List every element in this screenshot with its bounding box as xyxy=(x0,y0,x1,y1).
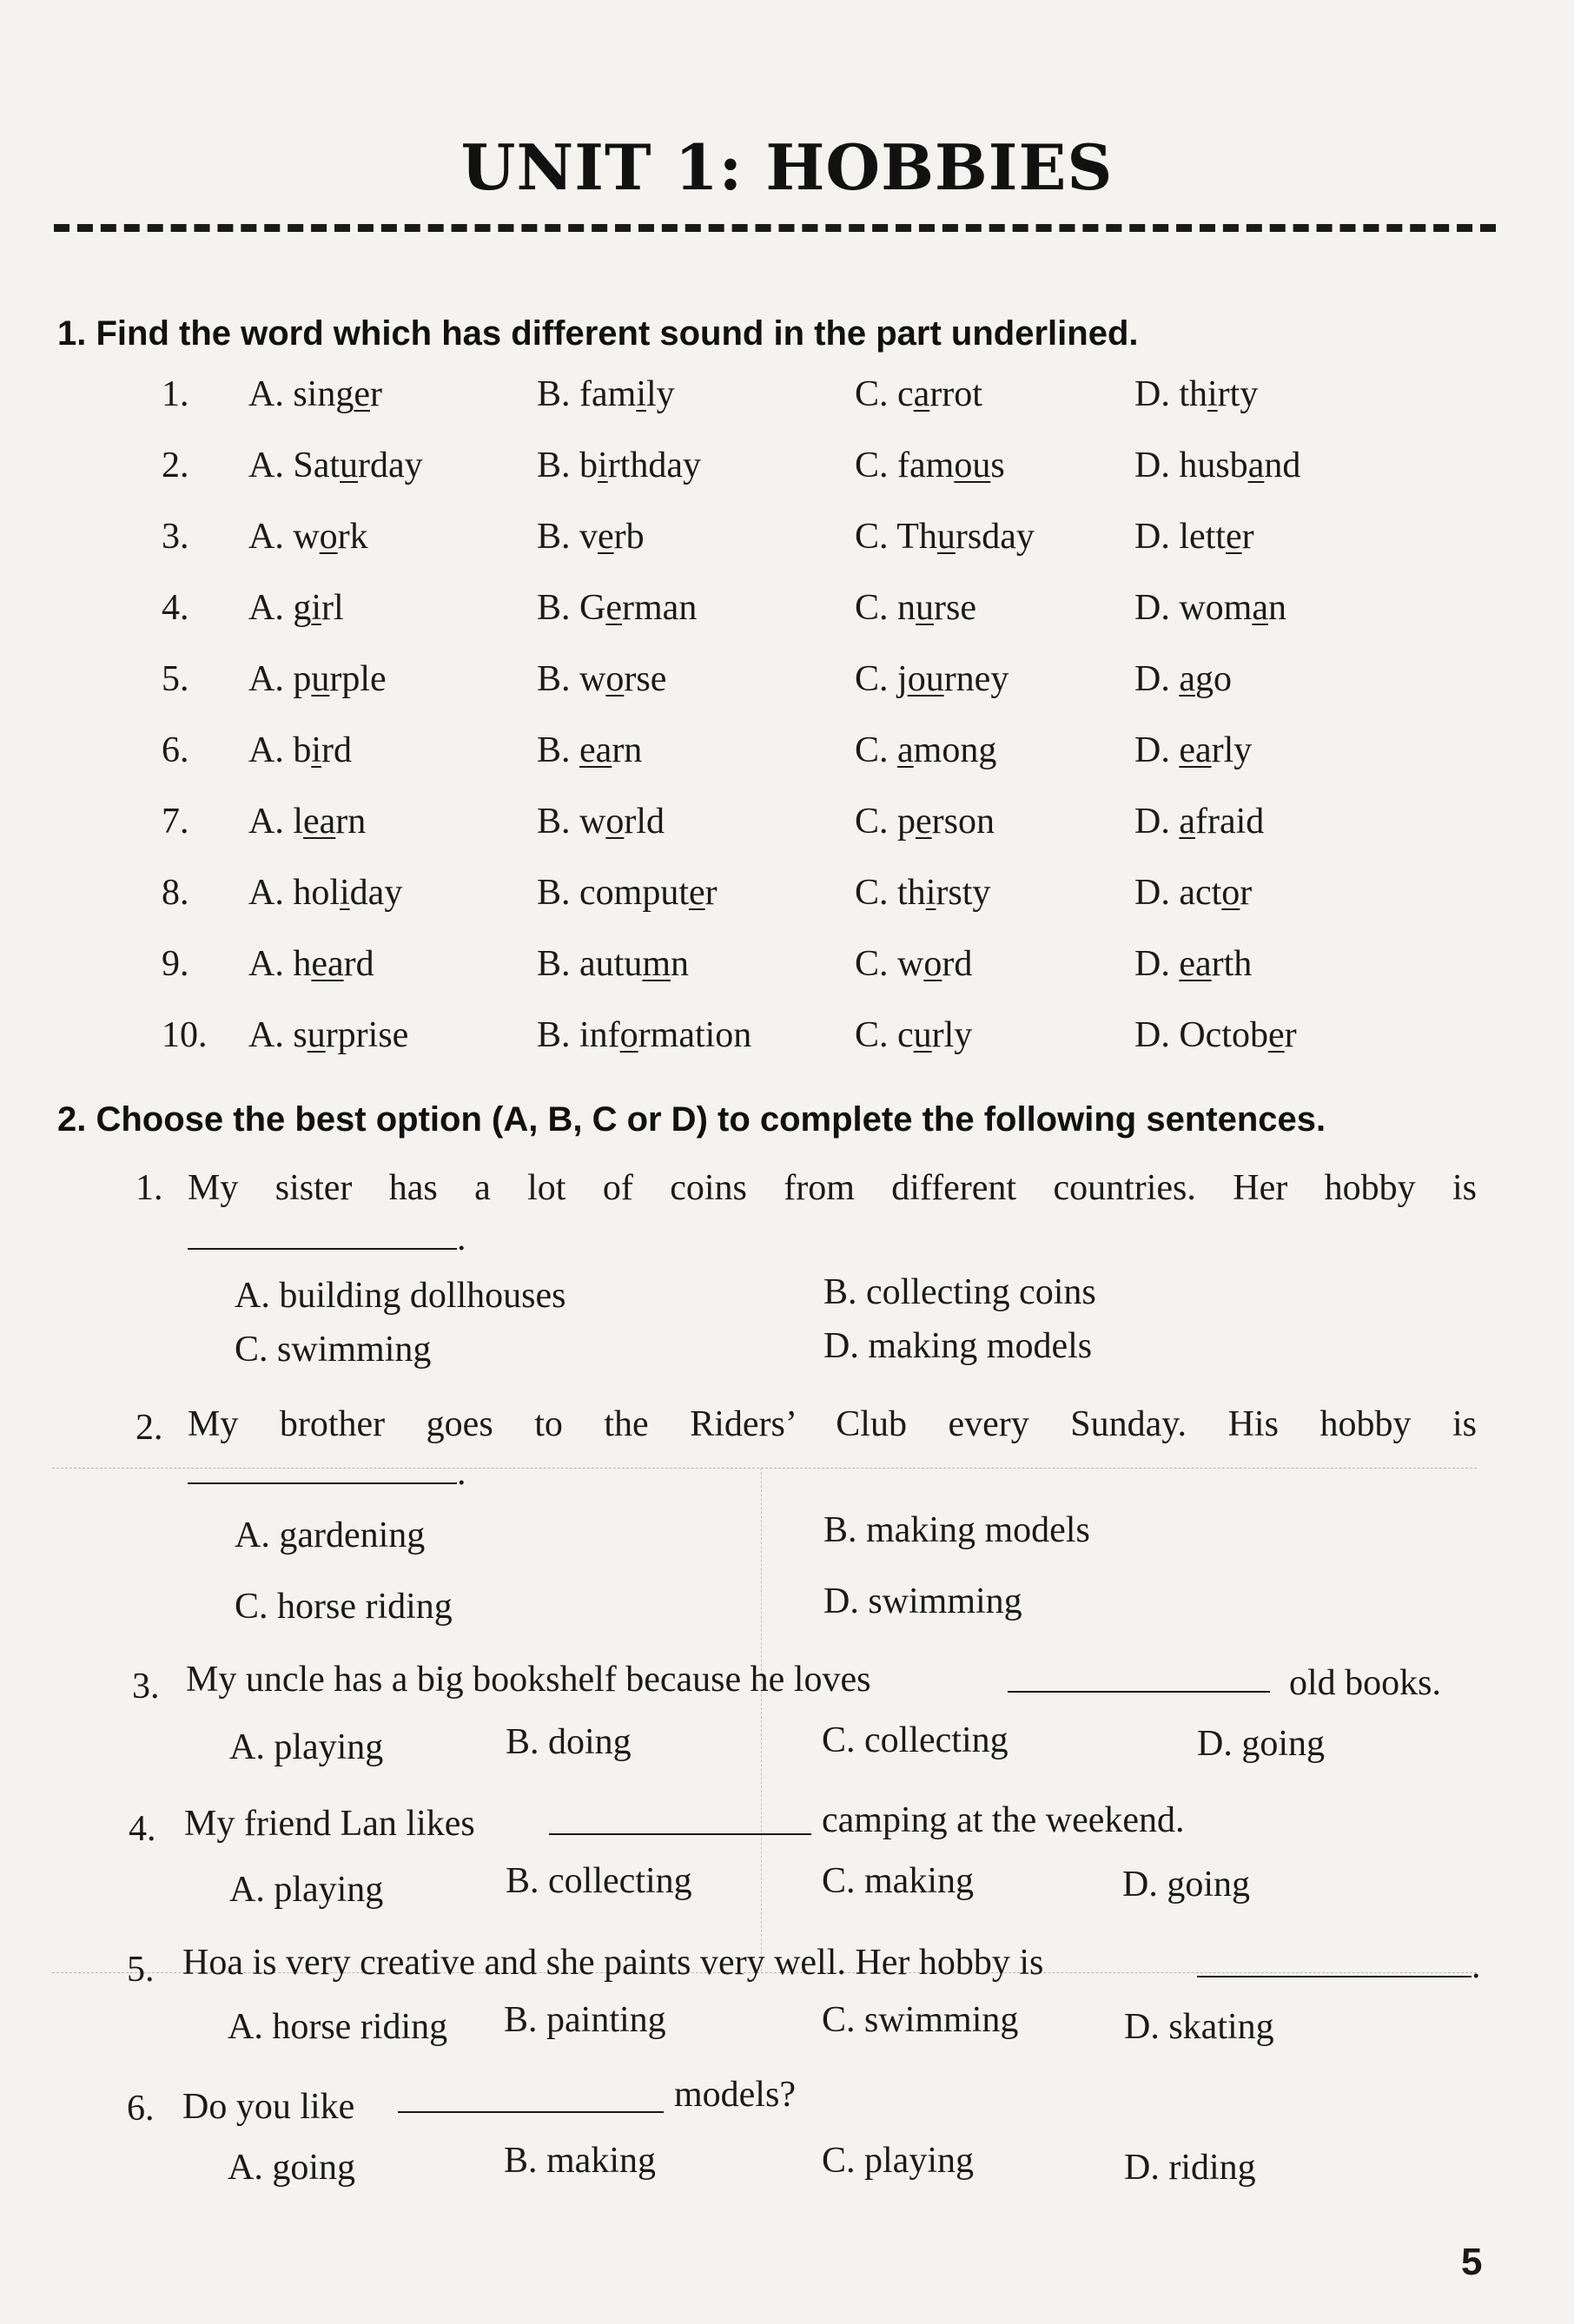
underlined-part: u xyxy=(340,446,358,485)
option-a[interactable]: A. playing xyxy=(229,1727,384,1767)
answer-option-c[interactable]: C. thirsty xyxy=(855,873,991,913)
question-text: My friend Lan likes xyxy=(184,1804,475,1844)
question-number: 6. xyxy=(162,730,189,770)
option-b[interactable]: B. making xyxy=(504,2141,656,2181)
option-a[interactable]: A. playing xyxy=(229,1870,384,1910)
question-text: Do you like xyxy=(182,2087,355,2127)
answer-option-a[interactable]: A. Saturday xyxy=(248,446,423,485)
answer-blank[interactable] xyxy=(188,1218,466,1259)
option-b[interactable]: B. collecting coins xyxy=(823,1272,1096,1312)
answer-blank[interactable] xyxy=(1197,1945,1481,1987)
underlined-part: e xyxy=(1267,1015,1285,1055)
underlined-part: e xyxy=(598,517,614,557)
sentence-end: . xyxy=(457,1218,466,1258)
option-a[interactable]: A. building dollhouses xyxy=(235,1276,566,1316)
answer-blank[interactable] xyxy=(549,1803,811,1845)
underlined-part: ea xyxy=(579,730,612,770)
question-number: 4. xyxy=(162,588,189,628)
answer-option-c[interactable]: C. nurse xyxy=(855,588,976,628)
question-number: 5. xyxy=(127,1950,155,1990)
answer-option-a[interactable]: A. work xyxy=(248,517,368,557)
answer-blank[interactable] xyxy=(398,2081,664,2123)
answer-option-a[interactable]: A. surprise xyxy=(248,1015,409,1055)
underlined-part: o xyxy=(605,802,625,842)
answer-option-a[interactable]: A. singer xyxy=(248,374,383,414)
answer-option-c[interactable]: C. word xyxy=(855,944,973,984)
question-number: 7. xyxy=(162,802,189,842)
underlined-part: u xyxy=(913,1015,932,1055)
option-b[interactable]: B. collecting xyxy=(506,1861,692,1901)
answer-option-c[interactable]: C. person xyxy=(855,802,995,842)
sentence-end: . xyxy=(457,1453,466,1493)
underlined-part: a xyxy=(897,730,914,770)
unit-title: UNIT 1: HOBBIES xyxy=(460,130,1114,204)
underlined-part: ea xyxy=(311,944,344,984)
question-number: 10. xyxy=(162,1015,208,1055)
underlined-part: a xyxy=(1252,588,1268,628)
question-number: 9. xyxy=(162,944,189,984)
underlined-part: e xyxy=(689,873,705,913)
answer-option-a[interactable]: A. purple xyxy=(248,659,387,699)
answer-option-b[interactable]: B. computer xyxy=(537,873,718,913)
underlined-part: i xyxy=(311,588,322,628)
question-text-end: models? xyxy=(674,2075,796,2115)
underlined-part: m xyxy=(642,944,671,984)
underlined-part: i xyxy=(311,730,322,770)
sentence-end: . xyxy=(1471,1946,1481,1986)
answer-option-d[interactable]: D. actor xyxy=(1134,873,1253,913)
answer-option-a[interactable]: A. learn xyxy=(248,802,367,842)
answer-blank[interactable] xyxy=(188,1452,466,1494)
underlined-part: i xyxy=(1207,374,1218,414)
question-number: 6. xyxy=(127,2089,155,2129)
question-number: 2. xyxy=(136,1408,163,1448)
answer-option-c[interactable]: C. among xyxy=(855,730,997,770)
underlined-part: ou xyxy=(907,659,944,699)
question-text: Hoa is very creative and she paints very well. Her hobby is xyxy=(182,1943,1044,1983)
answer-option-c[interactable]: C. Thursday xyxy=(855,517,1035,557)
question-number: 4. xyxy=(129,1809,156,1849)
underlined-part: a xyxy=(1247,446,1265,485)
question-text: My sister has a lot of coins from different countries. Her hobby is xyxy=(188,1168,1477,1208)
answer-option-c[interactable]: C. famous xyxy=(855,446,1005,485)
page-number: 5 xyxy=(1461,2241,1483,2283)
underlined-part: o xyxy=(923,944,942,984)
underlined-part: o xyxy=(619,1015,638,1055)
answer-option-d[interactable]: D. woman xyxy=(1134,588,1286,628)
underlined-part: i xyxy=(340,873,350,913)
answer-option-a[interactable]: A. heard xyxy=(248,944,374,984)
answer-option-b[interactable]: B. earn xyxy=(537,730,643,770)
underlined-part: u xyxy=(311,659,330,699)
answer-option-b[interactable]: B. autumn xyxy=(537,944,689,984)
answer-option-d[interactable]: D. ago xyxy=(1134,659,1232,699)
question-number: 5. xyxy=(162,659,189,699)
answer-option-d[interactable]: D. afraid xyxy=(1134,802,1265,842)
option-a[interactable]: A. horse riding xyxy=(228,2007,448,2047)
answer-option-d[interactable]: D. thirty xyxy=(1134,374,1259,414)
question-number: 3. xyxy=(132,1667,160,1707)
answer-option-a[interactable]: A. holiday xyxy=(248,873,403,913)
option-d[interactable]: D. going xyxy=(1122,1865,1250,1905)
underlined-part: a xyxy=(1179,802,1195,842)
option-d[interactable]: D. riding xyxy=(1124,2148,1256,2188)
option-d[interactable]: D. making models xyxy=(823,1326,1093,1366)
underlined-part: u xyxy=(916,588,935,628)
answer-option-c[interactable]: C. curly xyxy=(855,1015,973,1055)
underlined-part: e xyxy=(354,374,371,414)
answer-option-d[interactable]: D. earth xyxy=(1134,944,1253,984)
option-d[interactable]: D. swimming xyxy=(823,1581,1022,1621)
underlined-part: ea xyxy=(1179,944,1212,984)
answer-option-d[interactable]: D. October xyxy=(1134,1015,1297,1055)
option-a[interactable]: A. gardening xyxy=(235,1515,426,1555)
answer-option-a[interactable]: A. girl xyxy=(248,588,344,628)
answer-option-b[interactable]: B. worse xyxy=(537,659,667,699)
underlined-part: e xyxy=(605,588,623,628)
underlined-part: u xyxy=(936,517,956,557)
underlined-part: a xyxy=(913,374,930,414)
underlined-part: e xyxy=(916,802,932,842)
option-c[interactable]: C. swimming xyxy=(235,1330,432,1370)
option-d[interactable]: D. going xyxy=(1197,1724,1325,1764)
option-c[interactable]: C. playing xyxy=(822,2141,974,2181)
answer-option-b[interactable]: B. German xyxy=(537,588,698,628)
underlined-part: a xyxy=(1179,659,1195,699)
underlined-part: i xyxy=(925,873,936,913)
section-2-heading: 2. Choose the best option (A, B, C or D) to complete the following sentences. xyxy=(57,1100,1326,1139)
option-b[interactable]: B. doing xyxy=(506,1722,632,1762)
option-c[interactable]: C. swimming xyxy=(822,2000,1019,2040)
answer-option-c[interactable]: C. carrot xyxy=(855,374,982,414)
question-number: 3. xyxy=(162,517,189,557)
underlined-part: ou xyxy=(954,446,991,485)
options-panel-divider xyxy=(761,1468,762,1971)
answer-option-b[interactable]: B. verb xyxy=(537,517,645,557)
answer-option-b[interactable]: B. family xyxy=(537,374,675,414)
question-text-start: My uncle has a big bookshelf because he loves xyxy=(186,1660,871,1700)
question-number: 1. xyxy=(136,1168,163,1208)
option-b[interactable]: B. making models xyxy=(823,1510,1090,1550)
answer-option-b[interactable]: B. birthday xyxy=(537,446,701,485)
question-text: My brother goes to the Riders’ Club every Sunday. His hobby is xyxy=(188,1404,1477,1444)
question-text-end: old books. xyxy=(1289,1663,1442,1703)
answer-option-a[interactable]: A. bird xyxy=(248,730,353,770)
answer-blank[interactable] xyxy=(1008,1660,1270,1702)
underlined-part: o xyxy=(1221,873,1240,913)
underlined-part: ea xyxy=(303,802,336,842)
answer-option-c[interactable]: C. journey xyxy=(855,659,1009,699)
answer-option-b[interactable]: B. world xyxy=(537,802,665,842)
underlined-part: i xyxy=(636,374,646,414)
answer-option-d[interactable]: D. husband xyxy=(1134,446,1301,485)
question-number: 8. xyxy=(162,873,189,913)
underlined-part: o xyxy=(605,659,625,699)
option-d[interactable]: D. skating xyxy=(1124,2007,1274,2047)
dashed-divider xyxy=(54,224,1496,232)
underlined-part: ea xyxy=(1179,730,1212,770)
option-a[interactable]: A. going xyxy=(228,2148,355,2188)
underlined-part: e xyxy=(1225,517,1242,557)
section-1-heading: 1. Find the word which has different sound in the part underlined. xyxy=(57,314,1139,353)
option-c[interactable]: C. horse riding xyxy=(235,1587,453,1627)
answer-option-d[interactable]: D. letter xyxy=(1134,517,1254,557)
question-text-end: camping at the weekend. xyxy=(822,1800,1185,1840)
question-number: 2. xyxy=(162,446,189,485)
underlined-part: u xyxy=(307,1015,326,1055)
answer-option-b[interactable]: B. information xyxy=(537,1015,752,1055)
option-b[interactable]: B. painting xyxy=(504,2000,666,2040)
underlined-part: o xyxy=(319,517,338,557)
underlined-part: i xyxy=(598,446,608,485)
option-c[interactable]: C. making xyxy=(822,1861,974,1901)
option-c[interactable]: C. collecting xyxy=(822,1720,1009,1760)
question-number: 1. xyxy=(162,374,189,414)
answer-option-d[interactable]: D. early xyxy=(1134,730,1253,770)
question-text xyxy=(186,1659,870,1700)
